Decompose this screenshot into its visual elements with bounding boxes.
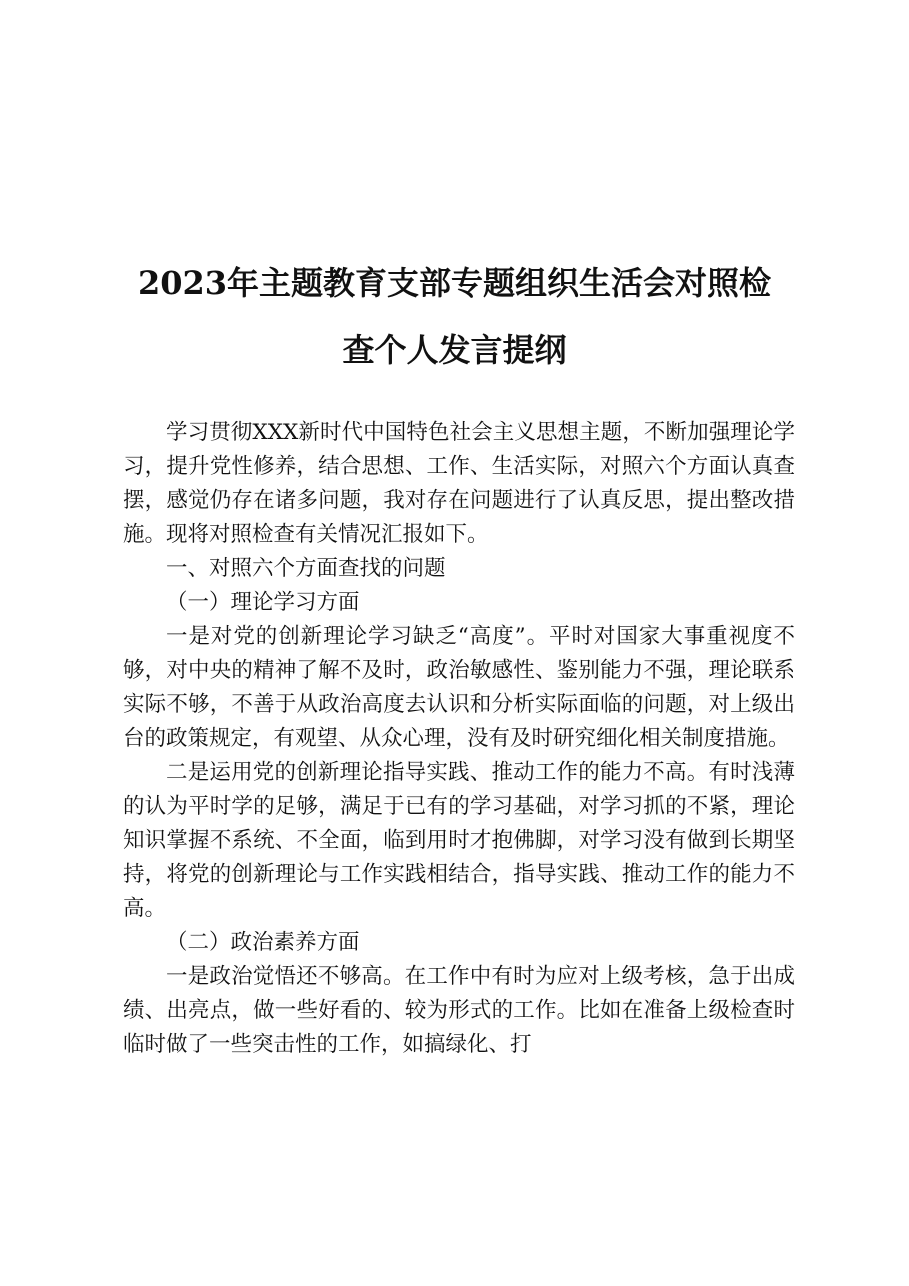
- paragraph-intro: 学习贯彻XXX新时代中国特色社会主义思想主题，不断加强理论学习，提升党性修养，结合思想、工作、生活实际，对照六个方面认真查摆，感觉仍存在诸多问题，我对存在问题进行了认真反思，提出整改措施。现将对照检查有关情况汇报如下。: [123, 420, 795, 547]
- paragraph-political-1: 一是政治觉悟还不够高。在工作中有时为应对上级考核，急于出成绩、出亮点，做一些好看的、较为形式的工作。比如在准备上级检查时临时做了一些突击性的工作，如搞绿化、打: [123, 964, 795, 1057]
- document-title-line-1: 2023年主题教育支部专题组织生活会对照检: [137, 264, 772, 302]
- heading-subsection-1: （一）理论学习方面: [166, 590, 360, 615]
- paragraph-theory-2: 二是运用党的创新理论指导实践、推动工作的能力不高。有时浅薄的认为平时学的足够，满足于已有的学习基础，对学习抓的不紧，理论知识掌握不系统、不全面，临到用时才抱佛脚，对学习没有做到长期坚持，将党的创新理论与工作实践相结合，指导实践、推动工作的能力不高。: [123, 760, 795, 921]
- paragraph-theory-1: 一是对党的创新理论学习缺乏“高度”。平时对国家大事重视度不够，对中央的精神了解不及时，政治敏感性、鉴别能力不强，理论联系实际不够，不善于从政治高度去认识和分析实际面临的问题，对上级出台的政策规定，有观望、从众心理，没有及时研究细化相关制度措施。: [123, 624, 795, 751]
- document-title-line-2: 查个人发言提纲: [342, 331, 567, 369]
- heading-subsection-2: （二）政治素养方面: [166, 930, 360, 955]
- heading-section-1: 一、对照六个方面查找的问题: [166, 556, 446, 581]
- document-body: [123, 416, 795, 1062]
